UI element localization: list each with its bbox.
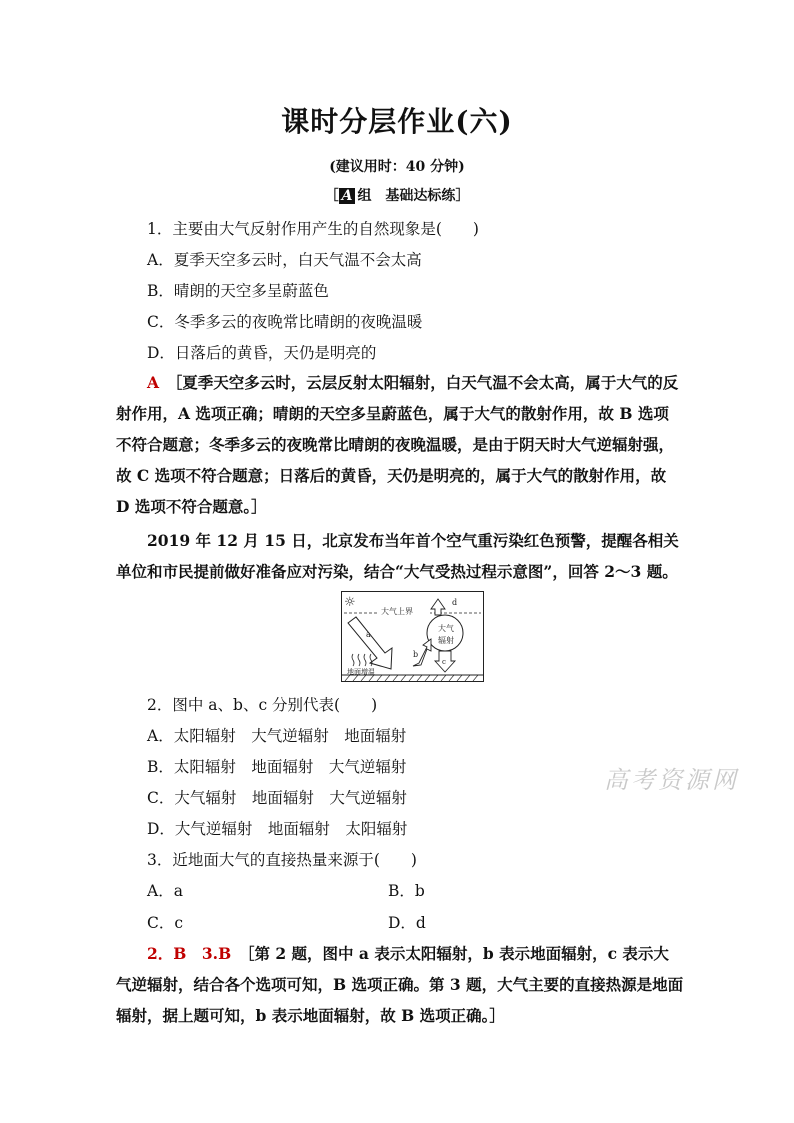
atmosphere-heating-diagram (341, 591, 484, 682)
answer-2-3-analysis: ［第 2 题，图中 a 表示太阳辐射，b 表示地面辐射，c 表示大气逆辐射，结合各个选项可知，B 选项正确。第 3 题，大气主要的直接热源是地面辐射，据上题可知，b 表示地面辐射，故 B 选项正确。］ (116, 944, 684, 1025)
ground-label: 地面增温 (347, 668, 375, 676)
label-c: c (442, 658, 446, 666)
q1-option-d: D．日落后的黄昏，天仍是明亮的 (147, 344, 377, 362)
watermark: 高考资源网 (604, 766, 739, 794)
q1-answer (116, 367, 684, 522)
q2-option-d: D．大气逆辐射 地面辐射 太阳辐射 (147, 820, 408, 838)
label-b: b (413, 650, 419, 659)
q2-option-c: C．大气辐射 地面辐射 大气逆辐射 (147, 789, 407, 807)
circle-text-2: 辐射 (438, 636, 454, 645)
q3-option-c: C．c (147, 914, 184, 932)
atmosphere-circle (427, 615, 463, 651)
material-intro: 2019 年 12 月 15 日，北京发布当年首个空气重污染红色预警，提醒各相关单位和市民提前做好准备应对污染，结合“大气受热过程示意图”，回答 2～3 题。 (116, 531, 679, 581)
q3-option-b: B．b (388, 882, 425, 900)
q3-option-d: D．d (388, 914, 426, 932)
bracket-right: ］ (455, 188, 470, 204)
page-title: 课时分层作业(六) (281, 105, 513, 138)
q1-option-a: A．夏季天空多云时，白天气温不会太高 (147, 251, 422, 269)
suggested-time: (建议用时：40 分钟) (329, 159, 465, 175)
q2-stem: 2．图中 a、b、c 分别代表( ) (147, 696, 378, 714)
q3-stem: 3．近地面大气的直接热量来源于( ) (147, 851, 417, 869)
circle-text-1: 大气 (438, 624, 454, 633)
sun-icon: ☼ (344, 595, 356, 610)
answer-2-3 (116, 938, 684, 1031)
q1-option-c: C．冬季多云的夜晚常比晴朗的夜晚温暖 (147, 313, 423, 331)
q1-analysis: ［夏季天空多云时，云层反射太阳辐射，白天气温不会太高，属于大气的反射作用，A 选项正确；晴朗的天空多呈蔚蓝色，属于大气的散射作用，故 B 选项不符合题意；冬季多云的夜晚常比晴朗的夜晚温暖，是由于阴天时大气逆辐射强，故 C 选项不符合题意；日落后的黄昏，天仍是明亮的，属于大气的散射作用，故 D 选项不符合题意。］ (116, 373, 679, 516)
answer-2-3-label: 2．B 3.B (147, 944, 232, 963)
q2-option-a: A．太阳辐射 大气逆辐射 地面辐射 (147, 727, 407, 745)
q3-option-a: A．a (147, 882, 183, 900)
label-a: a (366, 630, 371, 639)
label-d: d (452, 598, 458, 607)
group-badge: A (339, 188, 356, 204)
q1-stem: 1．主要由大气反射作用产生的自然现象是( ) (147, 220, 479, 238)
q2-option-b: B．太阳辐射 地面辐射 大气逆辐射 (147, 758, 407, 776)
q1-answer-letter: A (147, 373, 160, 392)
group-heading (0, 185, 794, 205)
q1-option-b: B．晴朗的天空多呈蔚蓝色 (147, 282, 329, 300)
bracket-left: ［ (324, 188, 339, 204)
group-text: 组 基础达标练 (357, 188, 456, 204)
top-label: 大气上界 (381, 607, 413, 616)
